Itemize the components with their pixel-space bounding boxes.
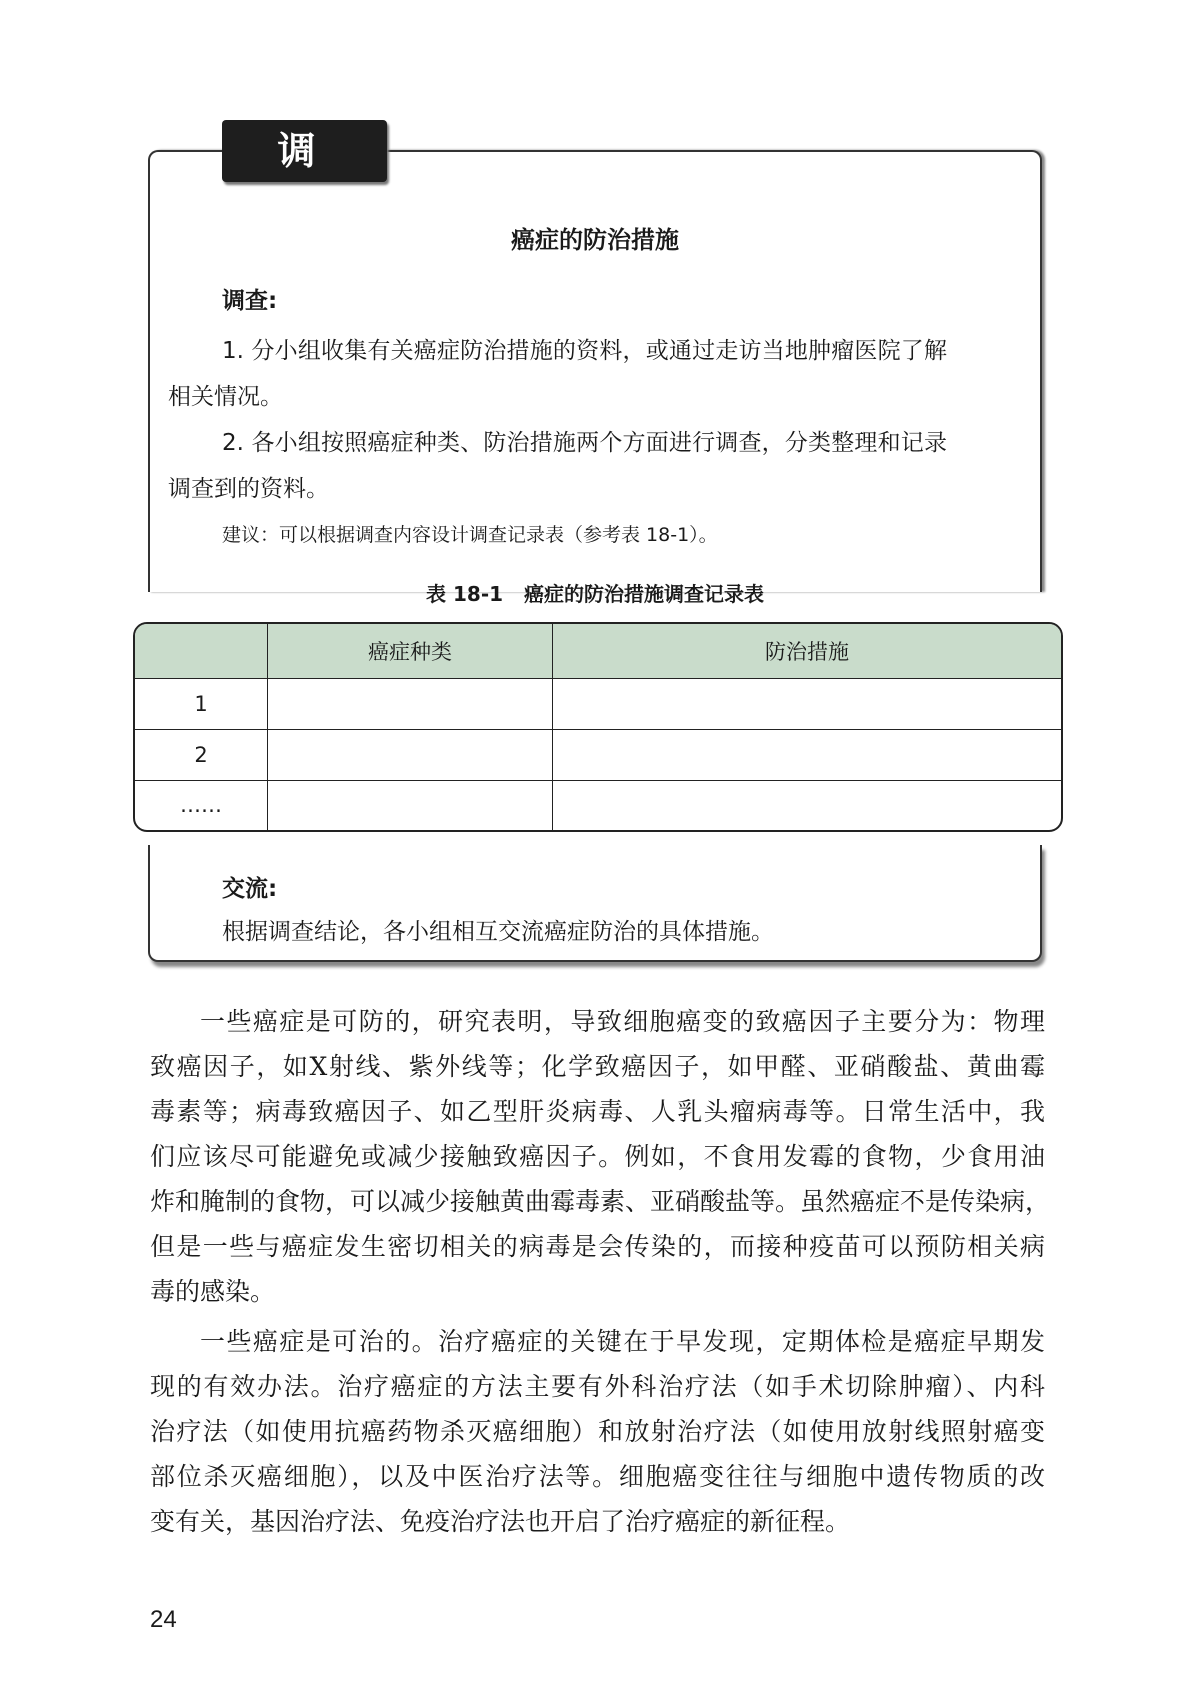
cancer-type-cell: [268, 781, 553, 830]
activity-title: 癌症的防治措施: [511, 226, 679, 254]
header-cell: 防治措施: [553, 624, 1061, 679]
text-line: 变有关，基因治疗法、免疫治疗法也开启了治疗癌症的新征程。: [150, 1507, 851, 1536]
section-tab: 调 查: [222, 120, 387, 182]
item1-line: 1. 分小组收集有关癌症防治措施的资料，或通过走访当地肿瘤医院了解: [222, 338, 947, 364]
exchange-text: 根据调查结论，各小组相互交流癌症防治的具体措施。: [222, 919, 774, 945]
text-line: 炸和腌制的食物，可以减少接触黄曲霉毒素、亚硝酸盐等。虽然癌症不是传染病，: [150, 1187, 1051, 1216]
cancer-type-cell: [268, 679, 553, 730]
row-number: 1: [135, 679, 268, 730]
survey-heading: 调查:: [222, 288, 278, 314]
item1-line: 相关情况。: [168, 384, 283, 410]
text-line: 一些癌症是可防的，研究表明，导致细胞癌变的致癌因子主要分为：物理: [200, 1007, 1045, 1036]
row-number: 2: [135, 730, 268, 781]
text-line: 毒的感染。: [150, 1277, 276, 1306]
page-number: 24: [150, 1606, 177, 1633]
text-line: 们应该尽可能避免或减少接触致癌因子。例如，不食用发霉的食物，少食用油: [150, 1142, 1045, 1171]
survey-record-table: [133, 622, 1063, 832]
text-line: 现的有效办法。治疗癌症的方法主要有外科治疗法（如手术切除肿瘤）、内科: [150, 1372, 1045, 1401]
exchange-heading: 交流:: [222, 876, 278, 902]
table-row: [135, 679, 1061, 730]
text-line: 致癌因子，如X射线、紫外线等；化学致癌因子，如甲醛、亚硝酸盐、黄曲霉: [150, 1052, 1045, 1081]
measures-cell: [553, 679, 1061, 730]
measures-cell: [553, 781, 1061, 830]
table-caption: 表 18-1 癌症的防治措施调查记录表: [426, 582, 764, 606]
measures-cell: [553, 730, 1061, 781]
table-row: [135, 730, 1061, 781]
row-number: ……: [135, 781, 268, 830]
cancer-type-cell: [268, 730, 553, 781]
table-header-row: [135, 624, 1061, 679]
text-line: 毒素等；病毒致癌因子、如乙型肝炎病毒、人乳头瘤病毒等。日常生活中，我: [150, 1097, 1045, 1126]
table-row: [135, 781, 1061, 830]
header-cell: 癌症种类: [268, 624, 553, 679]
text-line: 治疗法（如使用抗癌药物杀灭癌细胞）和放射治疗法（如使用放射线照射癌变: [150, 1417, 1045, 1446]
suggestion: 建议：可以根据调查内容设计调查记录表（参考表 18-1）。: [222, 524, 718, 546]
item2-line: 2. 各小组按照癌症种类、防治措施两个方面进行调查，分类整理和记录: [222, 430, 947, 456]
header-cell: [135, 624, 268, 679]
text-line: 但是一些与癌症发生密切相关的病毒是会传染的，而接种疫苗可以预防相关病: [150, 1232, 1045, 1261]
text-line: 部位杀灭癌细胞），以及中医治疗法等。细胞癌变往往与细胞中遗传物质的改: [150, 1462, 1045, 1491]
text-line: 一些癌症是可治的。治疗癌症的关键在于早发现，定期体检是癌症早期发: [200, 1327, 1045, 1356]
item2-line: 调查到的资料。: [168, 476, 329, 502]
